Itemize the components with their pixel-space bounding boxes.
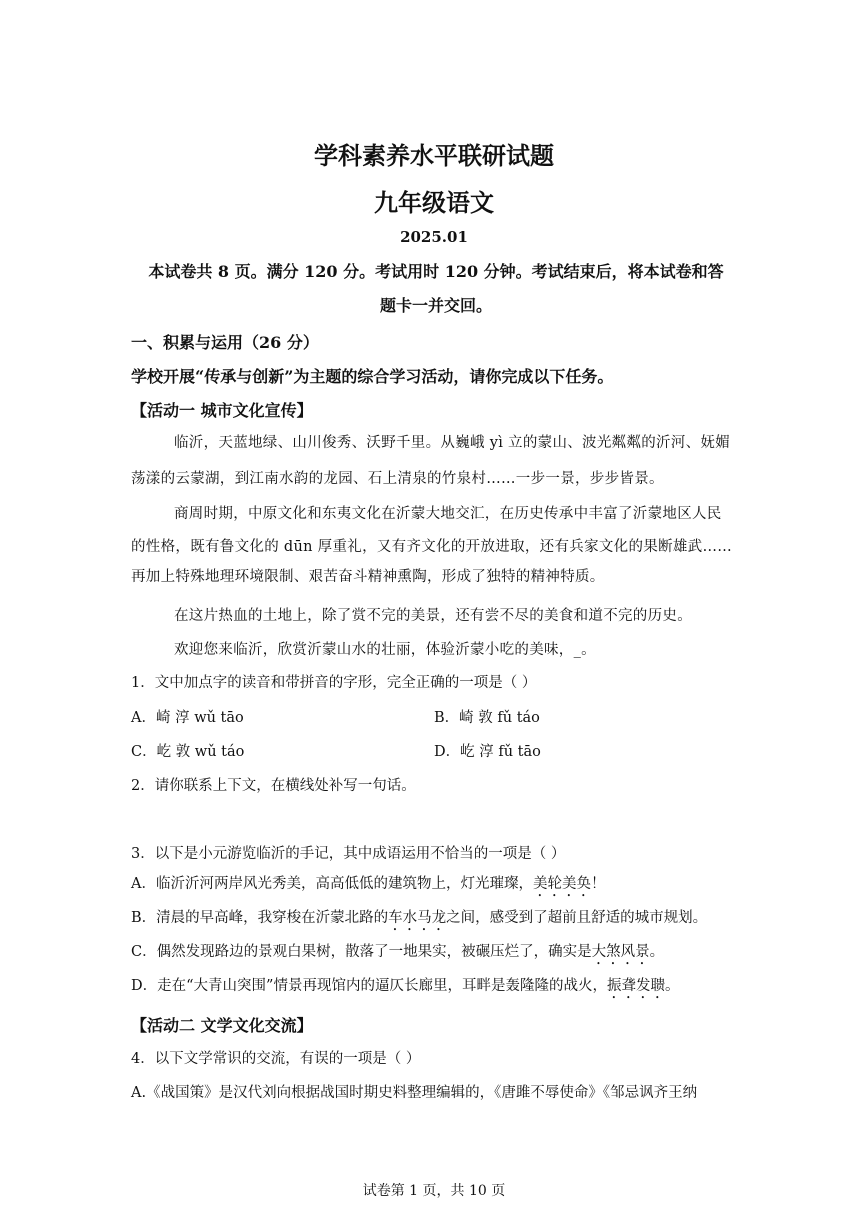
question-1-stem: 1．文中加点字的读音和带拼音的字形，完全正确的一项是（ ） <box>131 675 537 691</box>
exam-subject: 九年级语文 <box>374 188 494 217</box>
option-b-end: 之间，感受到了超前且舒适的城市规划。 <box>446 910 708 926</box>
passage-p2-line1: 商周时期，中原文化和东夷文化在沂蒙大地交汇，在历史传承中丰富了沂蒙地区人民 <box>174 506 722 522</box>
passage-p1-line2: 荡漾的云蒙湖，到江南水韵的龙园、石上清泉的竹泉村……一步一景，步步皆景。 <box>131 471 664 487</box>
question-3-option-d <box>131 974 679 1002</box>
option-c-text: C．偶然发现路边的景观白果树，散落了一地果实，被碾压烂了，确实是 <box>131 944 592 960</box>
option-d-idiom: 振聋发聩 <box>606 978 665 994</box>
passage-p4: 欢迎您来临沂，欣赏沂蒙山水的壮丽，体验沂蒙小吃的美味，_。 <box>174 642 596 658</box>
passage-p3: 在这片热血的土地上，除了赏不完的美景，还有尝不尽的美食和道不完的历史。 <box>174 608 692 624</box>
question-1-option-d: D．屹 淳 fǔ tāo <box>434 744 541 760</box>
passage-p1-line1: 临沂，天蓝地绿、山川俊秀、沃野千里。从巍峨 yì 立的蒙山、波光粼粼的沂河、妩媚 <box>174 435 731 451</box>
question-3-option-b <box>131 906 707 934</box>
option-d-end: 。 <box>664 978 680 994</box>
page-footer: 试卷第 1 页，共 10 页 <box>362 1183 506 1199</box>
option-b-text: B．清晨的早高峰，我穿梭在沂蒙北路的 <box>131 910 389 926</box>
option-b-idiom: 车水马龙 <box>388 910 447 926</box>
section1-intro: 学校开展“传承与创新”为主题的综合学习活动，请你完成以下任务。 <box>131 367 614 386</box>
option-c-idiom: 大煞风景 <box>591 944 650 960</box>
exam-title: 学科素养水平联研试题 <box>314 141 554 170</box>
section1-heading: 一、积累与运用（26 分） <box>131 333 319 352</box>
question-1-option-c: C．屹 敦 wǔ táo <box>131 744 245 760</box>
question-1-option-a: A．崎 淳 wǔ tāo <box>131 710 244 726</box>
question-2-stem: 2．请你联系上下文，在横线处补写一句话。 <box>131 778 416 794</box>
question-3-stem: 3．以下是小元游览临沂的手记，其中成语运用不恰当的一项是（ ） <box>131 846 566 862</box>
option-a-end: ！ <box>590 876 606 892</box>
question-3-option-a <box>131 872 605 900</box>
exam-date: 2025.01 <box>400 228 468 246</box>
activity2-heading: 【活动二 文学文化交流】 <box>131 1016 313 1035</box>
question-4-option-a: A.《战国策》是汉代刘向根据战国时期史料整理编辑的，《唐雎不辱使命》《邹忌讽齐王纳 <box>131 1085 698 1101</box>
exam-notice-line2: 题卡一并交回。 <box>379 296 492 315</box>
option-a-idiom: 美轮美奂 <box>532 876 591 892</box>
passage-p2-line2: 的性格，既有鲁文化的 dūn 厚重礼，又有齐文化的开放进取，还有兵家文化的果断雄武…… <box>131 539 733 555</box>
option-d-text: D．走在“大青山突围”情景再现馆内的逼仄长廊里，耳畔是轰隆隆的战火， <box>131 978 607 994</box>
activity1-heading: 【活动一 城市文化宣传】 <box>131 401 313 420</box>
passage-p2-line3: 再加上特殊地理环境限制、艰苦奋斗精神熏陶，形成了独特的精神特质。 <box>131 569 605 585</box>
question-3-option-c <box>131 940 664 968</box>
question-4-stem: 4．以下文学常识的交流，有误的一项是（ ） <box>131 1051 421 1067</box>
option-a-text: A．临沂沂河两岸风光秀美，高高低低的建筑物上，灯光璀璨， <box>131 876 533 892</box>
question-1-option-b: B．崎 敦 fǔ táo <box>434 710 540 726</box>
exam-notice-line1: 本试卷共 8 页。满分 120 分。考试用时 120 分钟。考试结束后，将本试卷和答 <box>148 262 724 281</box>
option-c-end: 。 <box>649 944 665 960</box>
